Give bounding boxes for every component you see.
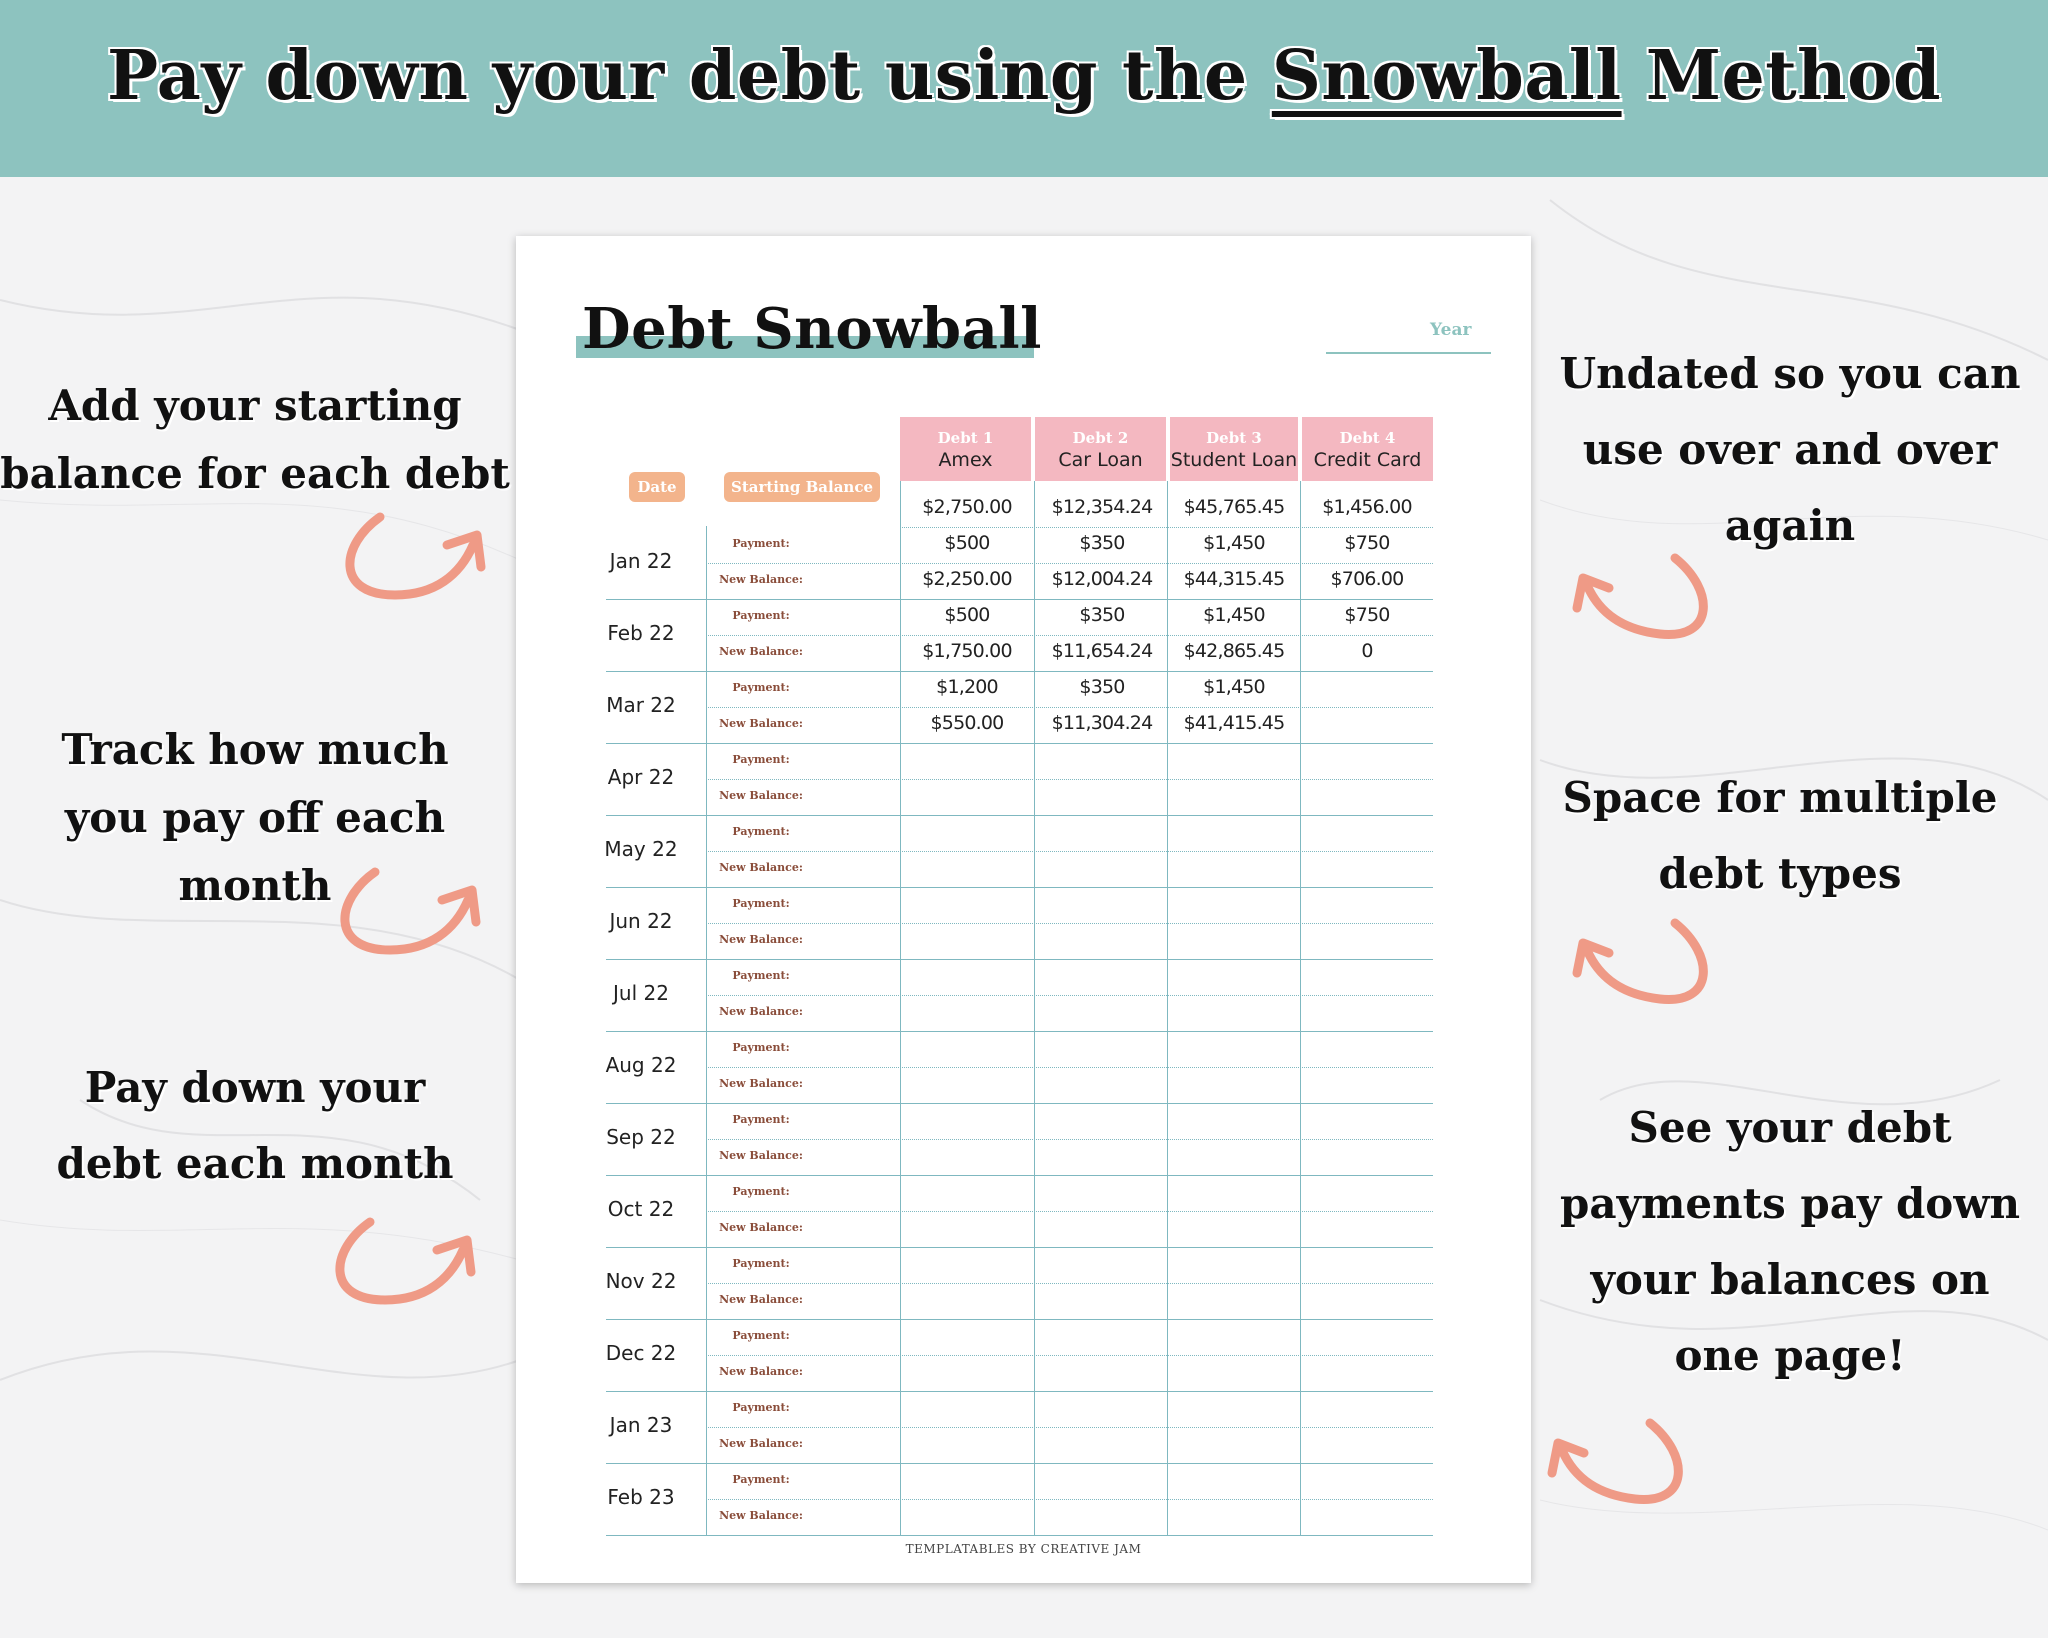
table-row-divider xyxy=(706,1283,1433,1284)
note-line: balance for each debt xyxy=(0,449,510,498)
new-balance-cell[interactable]: 0 xyxy=(1361,640,1373,662)
note-line: again xyxy=(1724,501,1856,550)
debt-name: Car Loan xyxy=(1058,449,1143,471)
payment-row-label: Payment: xyxy=(732,681,790,694)
table-row-divider xyxy=(706,995,1433,996)
payment-row-label: Payment: xyxy=(732,969,790,982)
payment-cell[interactable]: $500 xyxy=(944,604,990,626)
table-row-divider xyxy=(706,851,1433,852)
payment-cell[interactable]: $350 xyxy=(1079,604,1125,626)
note-line: Space for multiple xyxy=(1562,773,1998,822)
left-note-pay-down xyxy=(0,1050,510,1202)
payment-cell[interactable]: $1,200 xyxy=(936,676,998,698)
payment-row-label: Payment: xyxy=(732,897,790,910)
new-balance-cell[interactable]: $11,304.24 xyxy=(1051,712,1153,734)
table-month-divider xyxy=(606,1535,1433,1536)
new-balance-cell[interactable]: $41,415.45 xyxy=(1183,712,1285,734)
note-line: payments pay down xyxy=(1559,1179,2021,1228)
debt-name: Student Loan xyxy=(1170,449,1298,471)
table-row-divider xyxy=(706,1499,1433,1500)
curved-arrow-icon xyxy=(325,1210,485,1320)
right-note-multiple-debts xyxy=(1530,760,2030,912)
month-label: Feb 23 xyxy=(607,1485,675,1509)
month-label: Mar 22 xyxy=(606,693,676,717)
note-line: one page! xyxy=(1674,1331,1906,1380)
table-row-divider xyxy=(706,1427,1433,1428)
note-line: See your debt xyxy=(1628,1103,1952,1152)
new-balance-cell[interactable]: $42,865.45 xyxy=(1183,640,1285,662)
new-balance-cell[interactable]: $2,250.00 xyxy=(922,568,1012,590)
new-balance-row-label: New Balance: xyxy=(719,861,803,874)
note-line: Undated so you can xyxy=(1559,349,2021,398)
banner-title-part: Pay down your debt using the xyxy=(106,36,1272,116)
payment-row-label: Payment: xyxy=(732,1113,790,1126)
month-label: Feb 22 xyxy=(607,621,675,645)
sheet-title: Debt Snowball xyxy=(582,296,1042,362)
debt-name: Credit Card xyxy=(1313,449,1422,471)
payment-cell[interactable]: $750 xyxy=(1344,532,1390,554)
new-balance-row-label: New Balance: xyxy=(719,1149,803,1162)
note-line: Add your starting xyxy=(48,381,462,430)
table-row-divider xyxy=(706,779,1433,780)
table-row-divider xyxy=(706,1067,1433,1068)
table-row-divider xyxy=(706,1211,1433,1212)
table-month-divider xyxy=(606,1103,1433,1104)
payment-row-label: Payment: xyxy=(732,1473,790,1486)
debt-number: Debt 2 xyxy=(1072,429,1129,447)
note-line: Pay down your xyxy=(84,1063,426,1112)
note-line: your balances on xyxy=(1590,1255,1990,1304)
note-line: Track how much xyxy=(61,725,449,774)
starting-balance-cell: $45,765.45 xyxy=(1183,496,1285,518)
banner-title-part: Method xyxy=(1621,36,1942,116)
debt-header-4 xyxy=(1302,417,1433,481)
new-balance-row-label: New Balance: xyxy=(719,645,803,658)
new-balance-cell[interactable]: $12,004.24 xyxy=(1051,568,1153,590)
note-line: debt each month xyxy=(56,1139,454,1188)
payment-row-label: Payment: xyxy=(732,1257,790,1270)
table-month-divider xyxy=(606,887,1433,888)
table-row-divider xyxy=(706,1355,1433,1356)
table-month-divider xyxy=(606,743,1433,744)
month-label: May 22 xyxy=(604,837,678,861)
starting-balance-label-pill: Starting Balance xyxy=(724,472,880,502)
new-balance-row-label: New Balance: xyxy=(719,1365,803,1378)
table-month-divider xyxy=(606,671,1433,672)
payment-row-label: Payment: xyxy=(732,825,790,838)
new-balance-row-label: New Balance: xyxy=(719,1509,803,1522)
new-balance-cell[interactable]: $550.00 xyxy=(930,712,1004,734)
debt-snowball-sheet xyxy=(516,236,1531,1583)
table-row-divider xyxy=(706,563,1433,564)
new-balance-row-label: New Balance: xyxy=(719,717,803,730)
new-balance-cell[interactable]: $706.00 xyxy=(1330,568,1404,590)
new-balance-cell[interactable]: $11,654.24 xyxy=(1051,640,1153,662)
payment-cell[interactable]: $500 xyxy=(944,532,990,554)
table-month-divider xyxy=(606,1391,1433,1392)
debt-header-2 xyxy=(1035,417,1166,481)
payment-cell[interactable]: $750 xyxy=(1344,604,1390,626)
right-note-one-page xyxy=(1540,1090,2040,1394)
month-label: Oct 22 xyxy=(607,1197,675,1221)
month-label: Sep 22 xyxy=(606,1125,676,1149)
new-balance-row-label: New Balance: xyxy=(719,573,803,586)
table-month-divider xyxy=(606,815,1433,816)
curved-arrow-icon xyxy=(335,505,495,615)
banner-title-underlined: Snowball xyxy=(1271,36,1622,116)
payment-row-label: Payment: xyxy=(732,1041,790,1054)
header-banner xyxy=(0,0,2048,177)
year-label: Year xyxy=(1430,320,1472,340)
payment-cell[interactable]: $1,450 xyxy=(1203,676,1265,698)
table-month-divider xyxy=(606,1031,1433,1032)
table-row-divider xyxy=(706,635,1433,636)
payment-row-label: Payment: xyxy=(732,537,790,550)
month-label: Apr 22 xyxy=(607,765,675,789)
month-label: Nov 22 xyxy=(605,1269,677,1293)
starting-balance-cell: $1,456.00 xyxy=(1322,496,1412,518)
month-label: Jul 22 xyxy=(613,981,669,1005)
right-note-undated xyxy=(1540,336,2040,564)
month-label: Jan 22 xyxy=(609,549,673,573)
debt-header-3 xyxy=(1170,417,1298,481)
table-month-divider xyxy=(606,1463,1433,1464)
debt-number: Debt 3 xyxy=(1206,429,1262,447)
payment-row-label: Payment: xyxy=(732,1185,790,1198)
debt-number: Debt 1 xyxy=(937,429,994,447)
payment-row-label: Payment: xyxy=(732,1329,790,1342)
note-line: debt types xyxy=(1658,849,1902,898)
curved-arrow-icon xyxy=(1565,550,1725,660)
table-row-divider xyxy=(706,923,1433,924)
new-balance-row-label: New Balance: xyxy=(719,1437,803,1450)
table-row-divider xyxy=(706,1139,1433,1140)
table-month-divider xyxy=(606,1247,1433,1248)
new-balance-cell[interactable]: $44,315.45 xyxy=(1183,568,1285,590)
payment-cell[interactable]: $1,450 xyxy=(1203,532,1265,554)
month-label: Jun 22 xyxy=(609,909,673,933)
table-row-divider xyxy=(900,527,1433,528)
payment-cell[interactable]: $350 xyxy=(1079,532,1125,554)
debt-header-1 xyxy=(900,417,1031,481)
date-label-pill: Date xyxy=(629,472,685,502)
new-balance-row-label: New Balance: xyxy=(719,789,803,802)
new-balance-row-label: New Balance: xyxy=(719,1221,803,1234)
curved-arrow-icon xyxy=(1565,915,1725,1025)
note-line: use over and over xyxy=(1582,425,1998,474)
new-balance-row-label: New Balance: xyxy=(719,1005,803,1018)
table-month-divider xyxy=(606,1175,1433,1176)
curved-arrow-icon xyxy=(1540,1415,1700,1525)
note-line: you pay off each month xyxy=(64,793,446,910)
debt-name: Amex xyxy=(938,449,993,471)
new-balance-row-label: New Balance: xyxy=(719,1293,803,1306)
table-month-divider xyxy=(606,1319,1433,1320)
month-label: Jan 23 xyxy=(609,1413,673,1437)
table-month-divider xyxy=(606,959,1433,960)
curved-arrow-icon xyxy=(330,860,490,970)
payment-cell[interactable]: $350 xyxy=(1079,676,1125,698)
starting-balance-cell: $12,354.24 xyxy=(1051,496,1153,518)
banner-title xyxy=(0,36,2048,116)
new-balance-cell[interactable]: $1,750.00 xyxy=(922,640,1012,662)
month-label: Aug 22 xyxy=(605,1053,677,1077)
starting-balance-cell: $2,750.00 xyxy=(922,496,1012,518)
year-field-line xyxy=(1326,352,1491,354)
payment-row-label: Payment: xyxy=(732,1401,790,1414)
new-balance-row-label: New Balance: xyxy=(719,1077,803,1090)
payment-cell[interactable]: $1,450 xyxy=(1203,604,1265,626)
new-balance-row-label: New Balance: xyxy=(719,933,803,946)
sheet-footer: TEMPLATABLES BY CREATIVE JAM xyxy=(905,1542,1142,1556)
left-note-starting-balance xyxy=(0,372,510,508)
debt-number: Debt 4 xyxy=(1339,429,1396,447)
table-month-divider xyxy=(606,599,1433,600)
month-label: Dec 22 xyxy=(605,1341,677,1365)
payment-row-label: Payment: xyxy=(732,753,790,766)
payment-row-label: Payment: xyxy=(732,609,790,622)
table-row-divider xyxy=(706,707,1433,708)
